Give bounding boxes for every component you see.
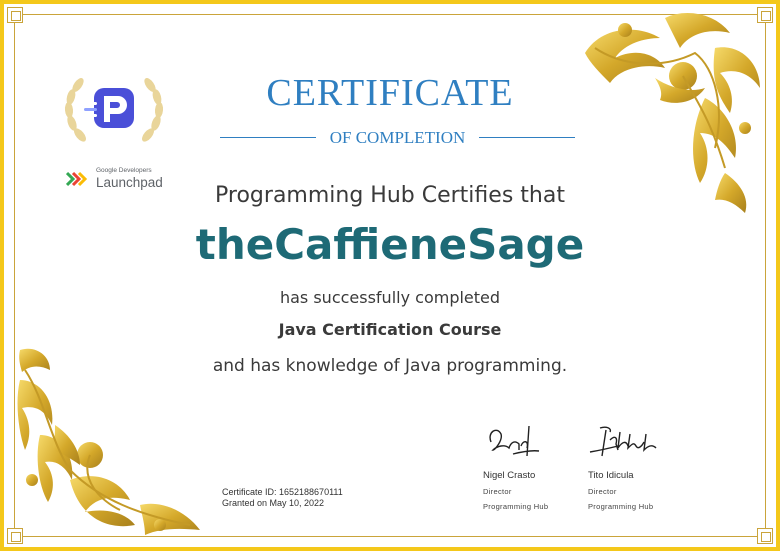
- recipient-name: theCaffieneSage: [195, 220, 585, 269]
- subtitle-rule-left: [220, 137, 316, 138]
- signature-1: [483, 420, 543, 462]
- partner-line1: Google Developers: [96, 167, 152, 174]
- certifies-line: Programming Hub Certifies that: [215, 183, 565, 208]
- certificate-subtitle: OF COMPLETION: [329, 128, 466, 147]
- knowledge-line: and has knowledge of Java programming.: [212, 356, 568, 376]
- signatory-1-org: Programming Hub: [483, 502, 549, 511]
- subtitle-rule-right: [479, 137, 575, 138]
- certificate-meta: [222, 487, 343, 510]
- completed-line: has successfully completed: [279, 288, 501, 307]
- signatory-2: [588, 420, 698, 511]
- signature-2: [588, 420, 660, 462]
- signatory-1-name: Nigel Crasto: [483, 470, 536, 481]
- granted-date: Granted on May 10, 2022: [222, 498, 325, 509]
- certificate-title: CERTIFICATE: [266, 72, 514, 114]
- certificate-id: Certificate ID: 1652188670111: [222, 487, 343, 497]
- programming-hub-logo: [60, 68, 168, 154]
- subtitle-row: [220, 129, 575, 146]
- signatory-1-role: Director: [483, 487, 512, 496]
- signatory-2-name: Tito Idicula: [588, 470, 634, 481]
- course-name: Java Certification Course: [278, 320, 502, 339]
- partner-line2: Launchpad: [96, 174, 163, 190]
- signatory-1: [483, 420, 593, 511]
- corner-square-bottom-right: [757, 528, 773, 544]
- signatory-2-role: Director: [588, 487, 617, 496]
- signatory-2-org: Programming Hub: [588, 502, 654, 511]
- corner-square-top-left: [7, 7, 23, 23]
